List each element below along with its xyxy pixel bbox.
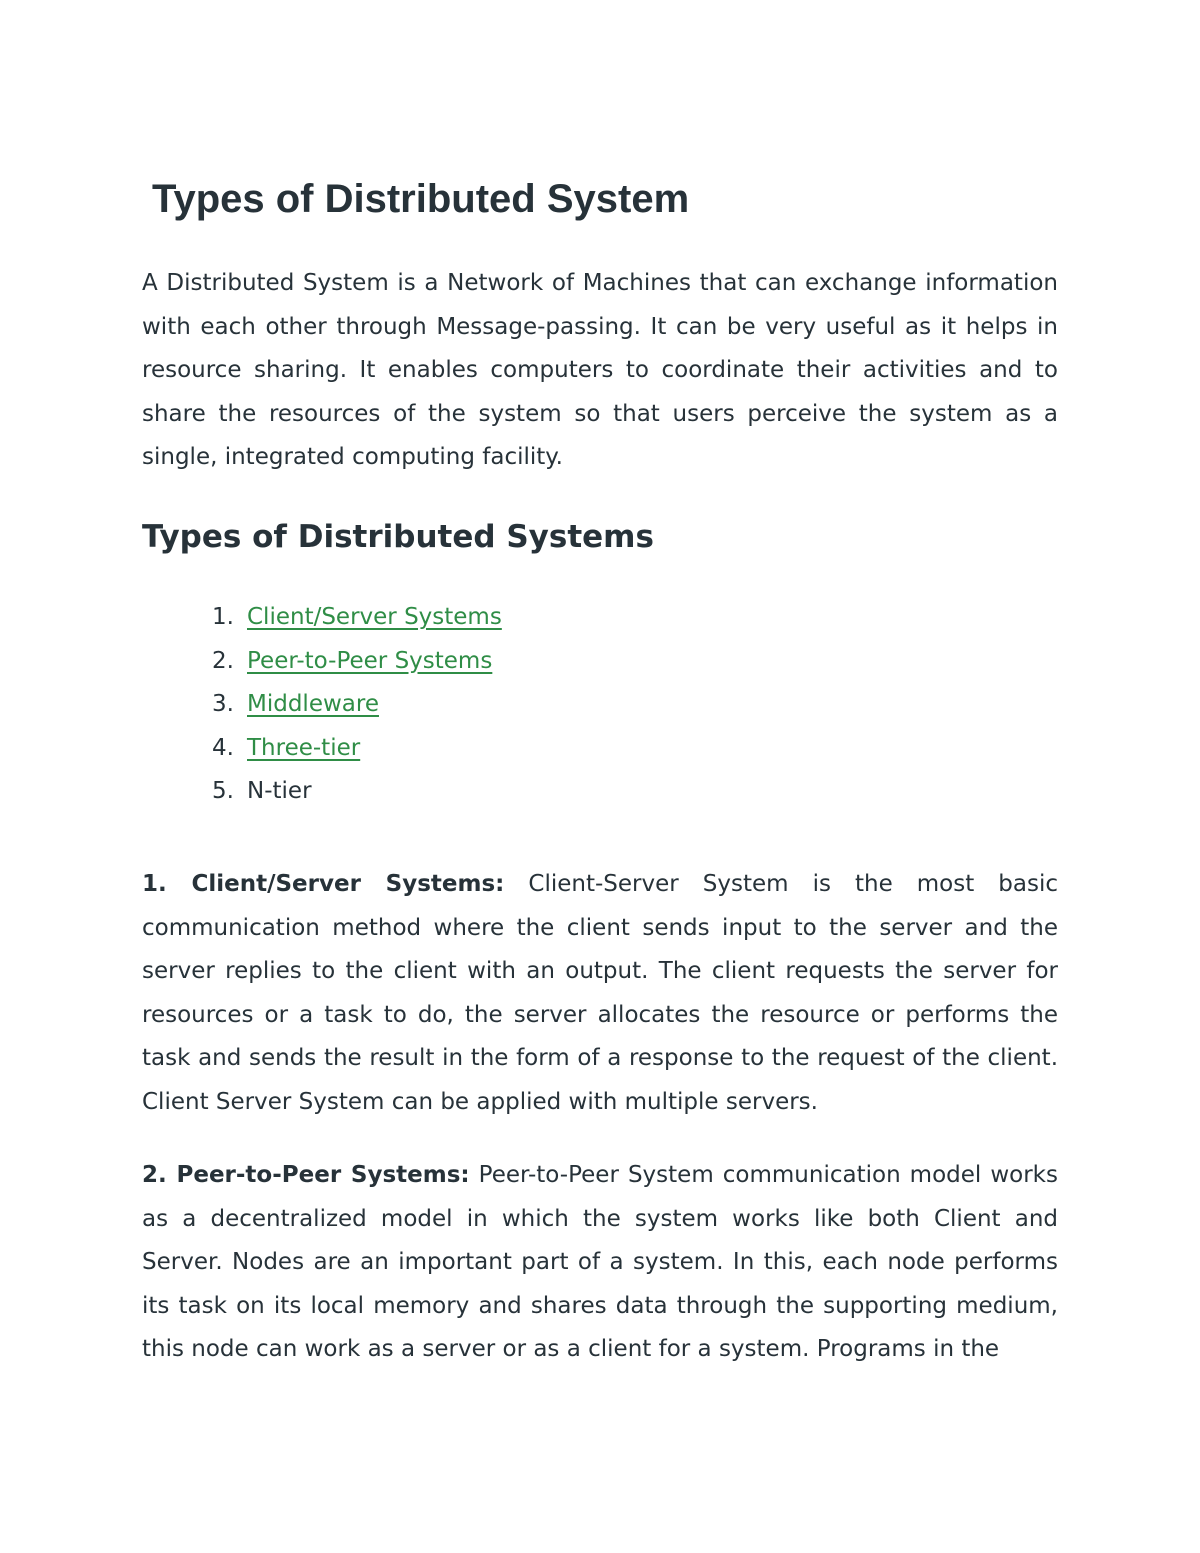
client-server-paragraph bbox=[142, 863, 1058, 1124]
paragraph-body: Client-Server System is the most basic communication method where the client sends input to the server and the server replies to the client with an output. The client requests the server for resources or a task to do, the server allocates the resource or performs the task and sends the result in the form of a response to the request of the client. Client Server System can be applied with multiple servers. bbox=[142, 871, 1058, 1115]
list-item bbox=[212, 683, 502, 727]
paragraph-lead: 2. Peer-to-Peer Systems: bbox=[142, 1162, 470, 1188]
list-label-n-tier: N-tier bbox=[247, 778, 312, 804]
list-item bbox=[212, 640, 502, 684]
list-number: 3. bbox=[212, 691, 234, 717]
paragraph-lead: 1. Client/Server Systems: bbox=[142, 871, 505, 897]
list-number: 4. bbox=[212, 734, 234, 761]
link-peer-to-peer-systems[interactable]: Peer-to-Peer Systems bbox=[247, 647, 493, 674]
paragraph-body: Peer-to-Peer System communication model works as a decentralized model in which the system works like both Client and Server. Nodes are an important part of a system. In this, each node performs its task on its local memory and shares data through the supporting medium, this node can work as a server or as a client for a system. Programs in the bbox=[142, 1162, 1058, 1362]
link-middleware[interactable]: Middleware bbox=[247, 691, 379, 717]
section-heading: Types of Distributed Systems bbox=[142, 519, 654, 555]
peer-to-peer-paragraph bbox=[142, 1154, 1058, 1372]
list-item bbox=[212, 727, 502, 771]
link-client-server-systems[interactable]: Client/Server Systems bbox=[247, 604, 502, 630]
list-number: 2. bbox=[212, 647, 234, 674]
list-item bbox=[212, 596, 502, 640]
list-item bbox=[212, 770, 502, 814]
link-three-tier[interactable]: Three-tier bbox=[247, 734, 361, 761]
list-number: 5. bbox=[212, 778, 234, 804]
page-title: Types of Distributed System bbox=[152, 177, 690, 221]
types-list bbox=[212, 596, 502, 814]
intro-paragraph: A Distributed System is a Network of Machines that can exchange information with each other through Message-passing. It can be very useful as it helps in resource sharing. It enables computers to coordinate their activities and to share the resources of the system so that users perceive the system as a single, integrated computing facility. bbox=[142, 270, 1058, 470]
list-number: 1. bbox=[212, 604, 234, 630]
